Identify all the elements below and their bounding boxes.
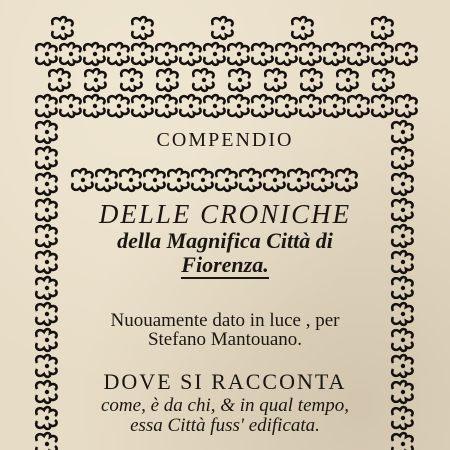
ornament-top-row-1	[372, 17, 392, 39]
ornament-top-row-3	[49, 69, 69, 91]
ornament-right-column	[392, 277, 412, 299]
ornament-top-row-4	[36, 95, 56, 117]
subtitle-line-3: essa Città fuss' edificata.	[130, 415, 320, 436]
ornament-top-row-3	[229, 69, 249, 91]
title-line-3-text: Fiorenza.	[181, 252, 269, 277]
title-line-2: della Magnifica Città di	[117, 228, 333, 253]
ornament-top-row-4	[252, 95, 272, 117]
ornament-top-row-2	[108, 43, 128, 65]
ornament-top-row-2	[180, 43, 200, 65]
ornament-divider-row	[168, 169, 188, 191]
ornament-top-row-4	[276, 95, 296, 117]
heading-compendio: COMPENDIO	[156, 129, 294, 151]
ornament-divider-row	[312, 169, 332, 191]
title-line-3	[0, 252, 450, 278]
ornament-divider-row	[96, 169, 116, 191]
ornament-divider-row	[144, 169, 164, 191]
ornament-top-row-4	[204, 95, 224, 117]
ornament-divider-row	[120, 169, 140, 191]
subtitle-line-2: come, è da chi, & in qual tempo,	[100, 395, 349, 416]
ornament-top-row-4	[348, 95, 368, 117]
ornament-divider-row	[264, 169, 284, 191]
ornament-top-row-3	[301, 69, 321, 91]
ornament-right-column	[392, 173, 412, 195]
ornament-top-row-4	[228, 95, 248, 117]
ornament-top-row-4	[372, 95, 392, 117]
ornament-top-row-2	[372, 43, 392, 65]
ornament-top-row-3	[373, 69, 393, 91]
ornament-top-row-4	[60, 95, 80, 117]
ornament-top-row-1	[132, 17, 152, 39]
ornament-top-row-2	[132, 43, 152, 65]
ornament-top-row-2	[84, 43, 104, 65]
ornament-divider-row	[216, 169, 236, 191]
ornament-top-row-4	[324, 95, 344, 117]
ornament-top-row-1	[292, 17, 312, 39]
ornament-top-row-3	[265, 69, 285, 91]
ornament-top-row-1	[52, 17, 72, 39]
ornament-top-row-2	[228, 43, 248, 65]
ornament-top-row-2	[252, 43, 272, 65]
ornament-top-row-3	[85, 69, 105, 91]
ornament-divider-row	[72, 169, 92, 191]
ornament-top-row-2	[324, 43, 344, 65]
subtitle-line-1: DOVE SI RACCONTA	[103, 369, 347, 394]
ornament-top-row-4	[300, 95, 320, 117]
title-line-1: DELLE CRONICHE	[98, 199, 352, 229]
ornament-divider-row	[240, 169, 260, 191]
ornament-top-row-4	[156, 95, 176, 117]
ornament-top-row-3	[337, 69, 357, 91]
ornament-top-row-2	[156, 43, 176, 65]
ornament-top-row-4	[396, 95, 416, 117]
ornament-top-row-4	[84, 95, 104, 117]
ornament-divider-row	[336, 169, 356, 191]
ornament-top-row-2	[348, 43, 368, 65]
credit-line-1: Nuouamente dato in luce , per	[110, 310, 340, 331]
ornament-top-row-4	[108, 95, 128, 117]
ornament-top-row-3	[157, 69, 177, 91]
ornament-top-row-2	[204, 43, 224, 65]
ornament-top-row-3	[121, 69, 141, 91]
ornament-top-row-4	[132, 95, 152, 117]
ornament-top-row-2	[396, 43, 416, 65]
ornament-top-row-2	[60, 43, 80, 65]
ornament-left-column	[36, 173, 56, 195]
credit-line-2: Stefano Mantouano.	[147, 329, 303, 350]
ornament-divider-row	[192, 169, 212, 191]
ornament-top-row-4	[180, 95, 200, 117]
ornament-top-row-1	[212, 17, 232, 39]
ornament-top-row-3	[193, 69, 213, 91]
ornament-top-row-2	[276, 43, 296, 65]
ornament-left-column	[36, 277, 56, 299]
ornament-top-row-2	[300, 43, 320, 65]
ornament-top-row-2	[36, 43, 56, 65]
ornament-divider-row	[288, 169, 308, 191]
